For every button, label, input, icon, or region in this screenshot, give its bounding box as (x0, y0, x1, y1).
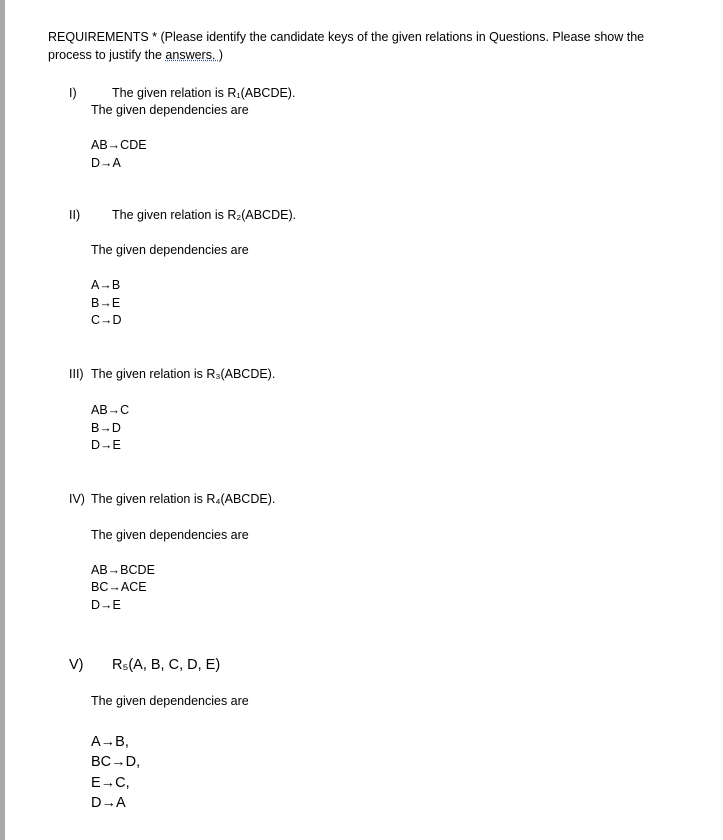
q5-dependency: D→A (91, 795, 126, 811)
q3-dependency: B→D (91, 421, 121, 435)
q4-dependency: BC→ACE (91, 580, 147, 594)
q1-number: I) (69, 86, 77, 100)
q4-number: IV) (69, 492, 85, 506)
q5-dependency: A→B, (91, 734, 129, 750)
q1-dependency: AB→CDE (91, 138, 147, 152)
q2-number: II) (69, 208, 81, 222)
q3-number: III) (69, 367, 84, 381)
q1-relation: The given relation is R₁(ABCDE). (112, 86, 296, 100)
q5-relation: R₅(A, B, C, D, E) (112, 657, 221, 673)
q3-relation: The given relation is R₃(ABCDE). (91, 367, 276, 381)
q2-dependency: A→B (91, 278, 121, 292)
requirements-line-2 (48, 48, 223, 63)
q1-intro: The given dependencies are (91, 103, 249, 117)
q5-dependency: E→C, (91, 775, 130, 791)
q4-dependency: AB→BCDE (91, 563, 155, 577)
document-page (5, 0, 723, 840)
answers-link[interactable]: answers. ) (165, 48, 224, 62)
q1-dependency: D→A (91, 156, 121, 170)
requirements-line-2-text: process to justify the (48, 48, 166, 62)
q2-relation: The given relation is R₂(ABCDE). (112, 208, 297, 222)
q2-dependency: C→D (91, 313, 122, 327)
q3-dependency: D→E (91, 438, 121, 452)
q2-dependency: B→E (91, 296, 121, 310)
q5-dependency: BC→D, (91, 754, 141, 770)
q4-intro: The given dependencies are (91, 528, 249, 542)
q5-intro: The given dependencies are (91, 694, 249, 708)
q4-dependency: D→E (91, 598, 121, 612)
q2-intro: The given dependencies are (91, 243, 249, 257)
q5-number: V) (69, 657, 84, 673)
requirements-line-1: REQUIREMENTS * (Please identify the candidate keys of the given relations in Questions. Please show the (48, 30, 645, 44)
q4-relation: The given relation is R₄(ABCDE). (91, 492, 276, 506)
q3-dependency: AB→C (91, 403, 130, 417)
